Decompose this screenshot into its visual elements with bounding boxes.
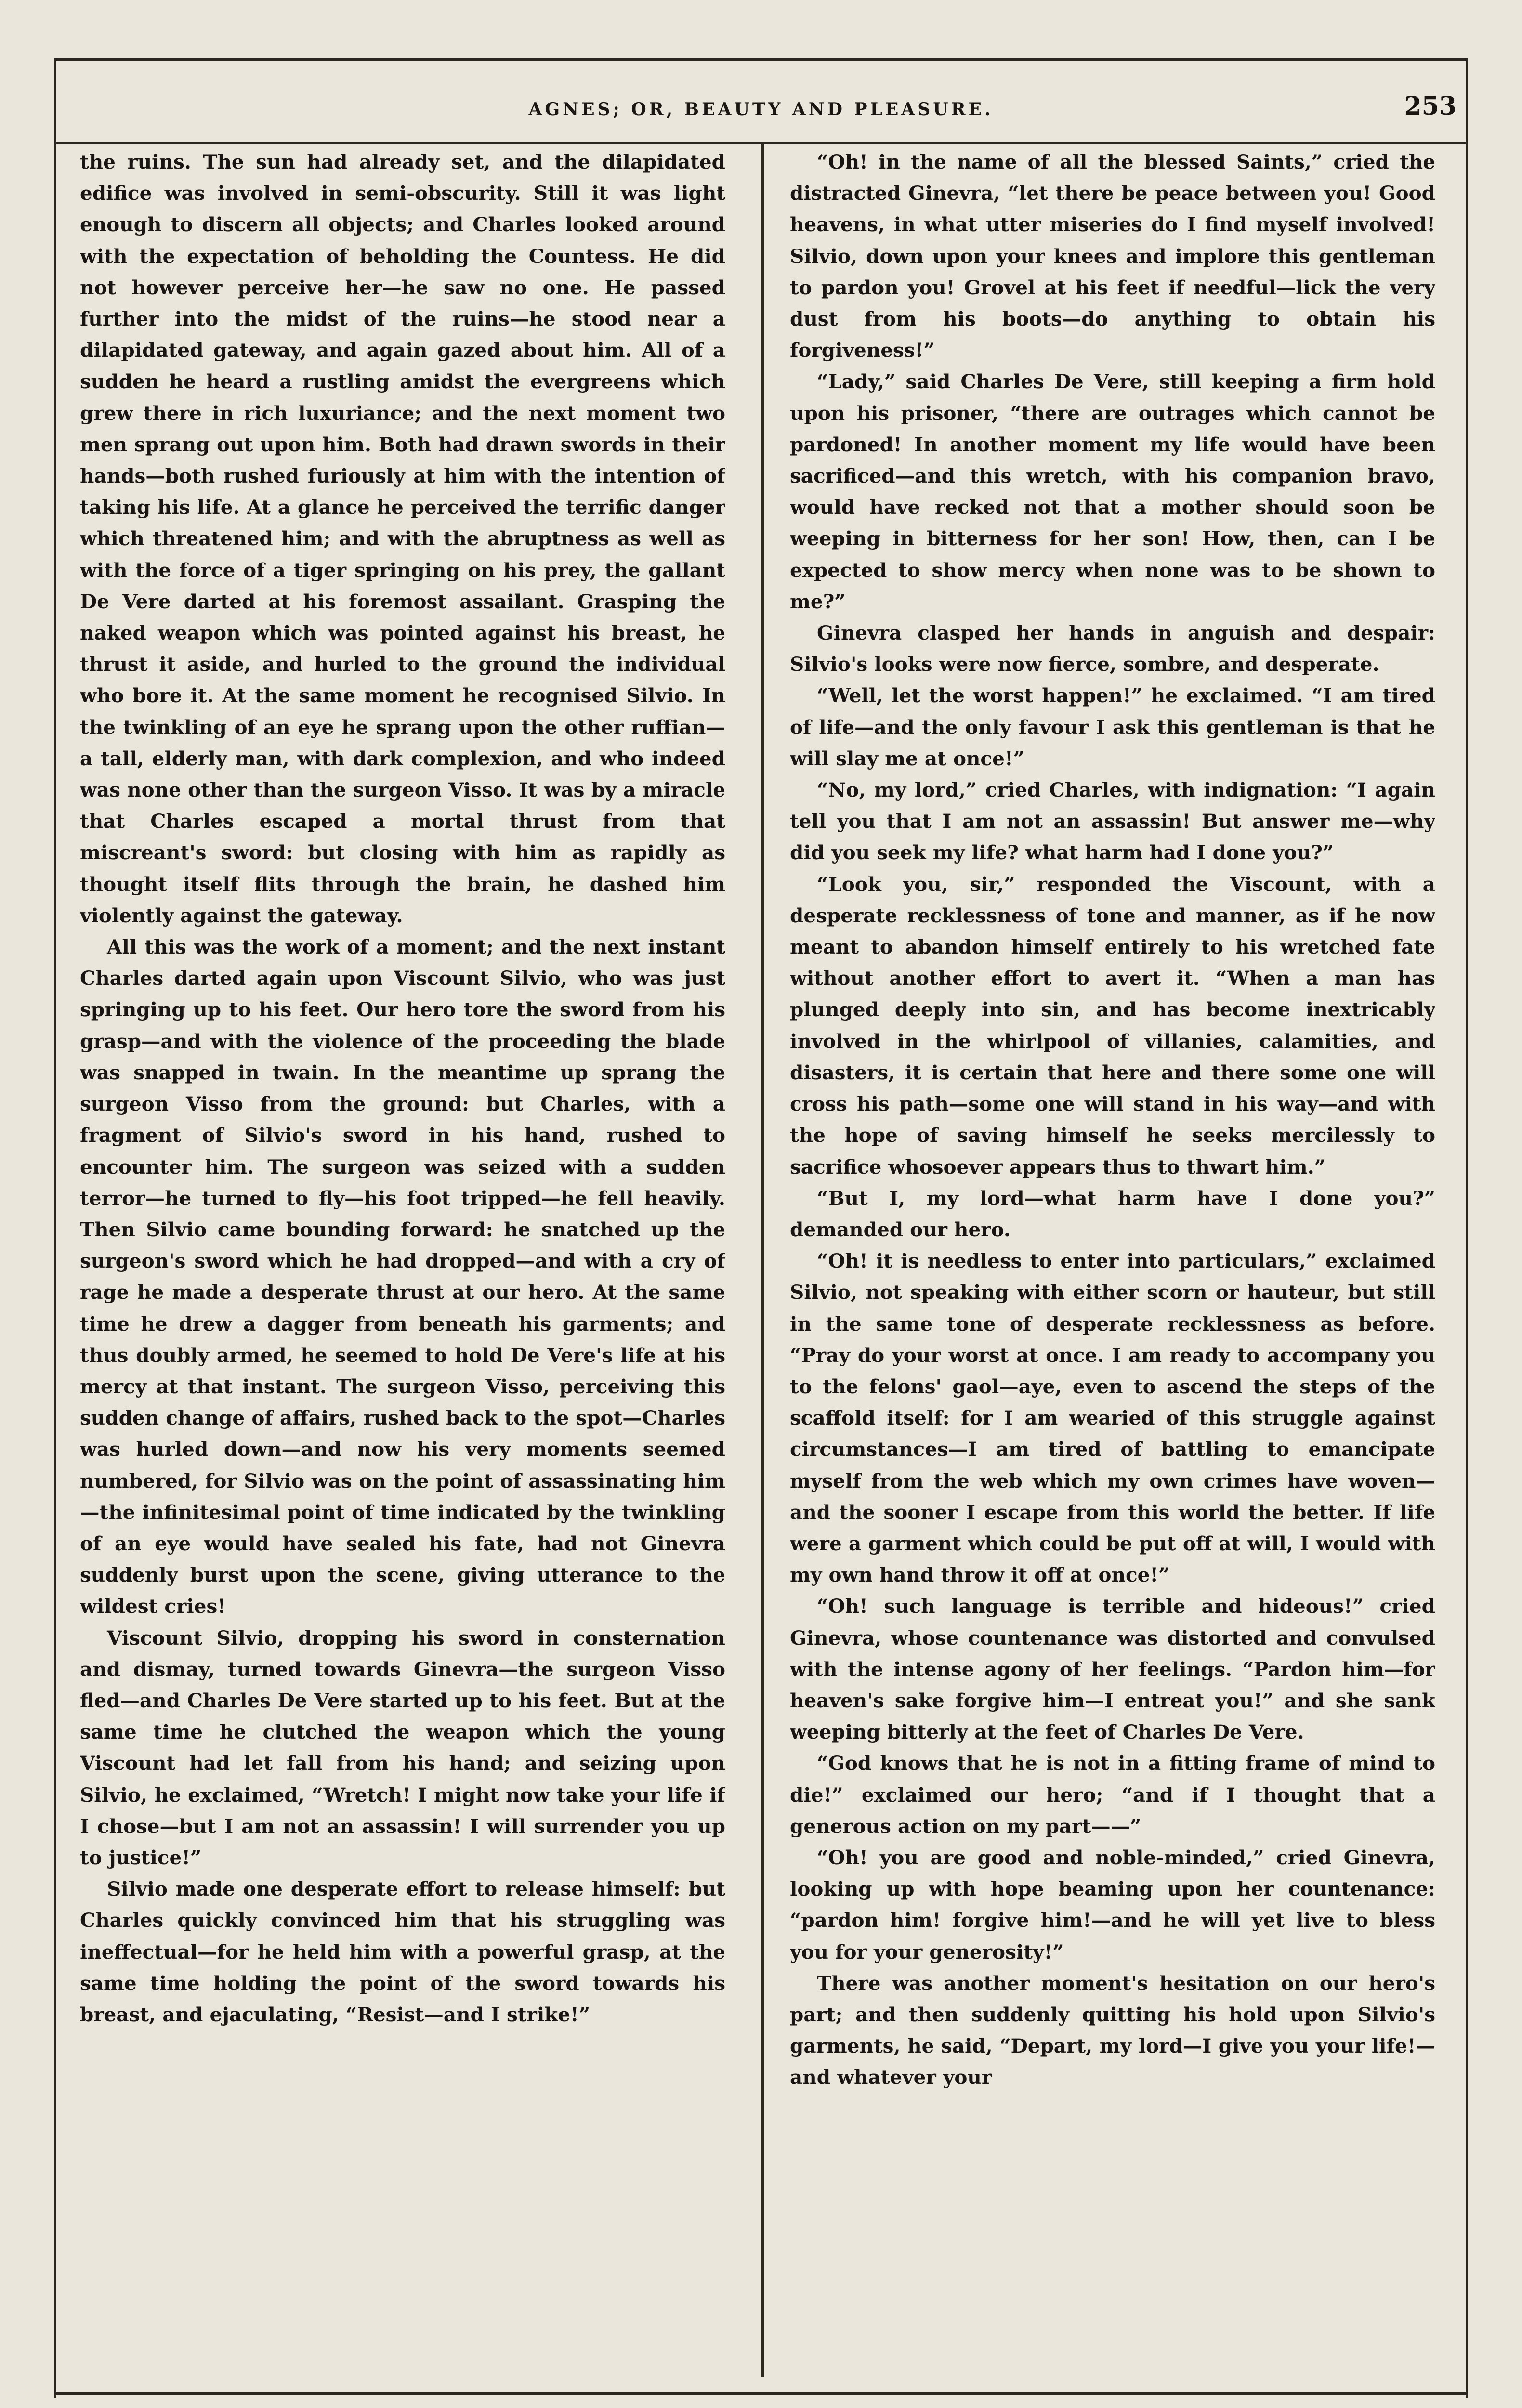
paragraph: “God knows that he is not in a fitting frame of mind to die!” exclaimed our hero; “and if I thought that a generous action on my part——” <box>790 1752 1435 1838</box>
paragraph: the ruins. The sun had already set, and the dilapidated edifice was involved in semi-obscurity. Still it was light enough to discern all objects; and Charles looked around with the expectation of beholding the Countess. He did not however perceive her—he saw no one. He passed further into the midst of the ruins—he stood near a dilapidated gateway, and again gazed about him. All of a sudden he heard a rustling amidst the evergreens which grew there in rich luxuriance; and the next moment two men sprang out upon him. Both had drawn swords in their hands—both rushed furiously at him with the intention of taking his life. At a glance he perceived the terrific danger which threatened him; and with the abruptness as well as with the force of a tiger springing on his prey, the gallant De Vere darted at his foremost assailant. Grasping the naked weapon which was pointed against his breast, he thrust it aside, and hurled to the ground the individual who bore it. At the same moment he recognised Silvio. In the twinkling of an eye he sprang upon the other ruffian—a tall, elderly man, with dark complexion, and who indeed was none other than the surgeon Visso. It was by a miracle that Charles escaped a mortal thrust from that miscreant's sword: but closing with him as rapidly as thought itself flits through the brain, he dashed him violently against the gateway. <box>80 150 725 927</box>
bottom-rule <box>54 2392 1468 2395</box>
paragraph: “Oh! in the name of all the blessed Saints,” cried the distracted Ginevra, “let there be peace between you! Good heavens, in what utter miseries do I find myself involved! Silvio, down upon your knees and implore this gentleman to pardon you! Grovel at his feet if needful—lick the very dust from his boots—do anything to obtain his forgiveness!” <box>790 150 1435 362</box>
paragraph: “Oh! it is needless to enter into particulars,” exclaimed Silvio, not speaking with either scorn or hauteur, but still in the same tone of desperate recklessness as before. “Pray do your worst at once. I am ready to accompany you to the felons' gaol—aye, even to ascend the steps of the scaffold itself: for I am wearied of this struggle against circumstances—I am tired of battling to emancipate myself from the web which my own crimes have woven—and the sooner I escape from this world the better. If life were a garment which could be put off at will, I would with my own hand throw it off at once!” <box>790 1249 1435 1587</box>
paragraph: There was another moment's hesitation on our hero's part; and then suddenly quitting his hold upon Silvio's garments, he said, “Depart, my lord—I give you your life!—and whatever your <box>790 1971 1435 2089</box>
paragraph: “Look you, sir,” responded the Viscount, with a desperate recklessness of tone and manner, as if he now meant to abandon himself entirely to his wretched fate without another effort to avert it. “When a man has plunged deeply into sin, and has become inextricably involved in the whirlpool of villanies, calamities, and disasters, it is certain that here and there some one will cross his path—some one will stand in his way—and with the hope of saving himself he seeks mercilessly to sacrifice whosoever appears thus to thwart him.” <box>790 872 1435 1178</box>
right-column <box>790 146 1435 2391</box>
paragraph: “Lady,” said Charles De Vere, still keeping a firm hold upon his prisoner, “there are outrages which cannot be pardoned! In another moment my life would have been sacrificed—and this wretch, with his companion bravo, would have recked not that a mother should soon be weeping in bitterness for her son! How, then, can I be expected to show mercy when none was to be shown to me?” <box>790 370 1435 613</box>
paragraph: Ginevra clasped her hands in anguish and despair: Silvio's looks were now fierce, sombre, and desperate. <box>790 621 1435 676</box>
column-divider <box>761 143 764 2377</box>
paragraph: Viscount Silvio, dropping his sword in consternation and dismay, turned towards Ginevra—the surgeon Visso fled—and Charles De Vere started up to his feet. But at the same time he clutched the weapon which the young Viscount had let fall from his hand; and seizing upon Silvio, he exclaimed, “Wretch! I might now take your life if I chose—but I am not an assassin! I will surrender you up to justice!” <box>80 1626 725 1869</box>
page-header <box>56 85 1466 138</box>
paragraph: “But I, my lord—what harm have I done you?” demanded our hero. <box>790 1186 1435 1241</box>
paragraph: “Oh! you are good and noble-minded,” cried Ginevra, looking up with hope beaming upon her countenance: “pardon him! forgive him!—and he will yet live to bless you for your generosity!” <box>790 1845 1435 1963</box>
running-title: AGNES; OR, BEAUTY AND PLEASURE. <box>528 99 994 119</box>
paragraph: “Oh! such language is terrible and hideous!” cried Ginevra, whose countenance was distorted and convulsed with the intense agony of her feelings. “Pardon him—for heaven's sake forgive him—I entreat you!” and she sank weeping bitterly at the feet of Charles De Vere. <box>790 1595 1435 1744</box>
left-column <box>80 146 725 2391</box>
header-rule <box>56 142 1466 144</box>
paragraph: All this was the work of a moment; and the next instant Charles darted again upon Viscount Silvio, who was just springing up to his feet. Our hero tore the sword from his grasp—and with the violence of the proceeding the blade was snapped in twain. In the meantime up sprang the surgeon Visso from the ground: but Charles, with a fragment of Silvio's sword in his hand, rushed to encounter him. The surgeon was seized with a sudden terror—he turned to fly—his foot tripped—he fell heavily. Then Silvio came bounding forward: he snatched up the surgeon's sword which he had dropped—and with a cry of rage he made a desperate thrust at our hero. At the same time he drew a dagger from beneath his garments; and thus doubly armed, he seemed to hold De Vere's life at his mercy at that instant. The surgeon Visso, perceiving this sudden change of affairs, rushed back to the spot—Charles was hurled down—and now his very moments seemed numbered, for Silvio was on the point of assassinating him—the infinitesimal point of time indicated by the twinkling of an eye would have sealed his fate, had not Ginevra suddenly burst upon the scene, giving utterance to the wildest cries! <box>80 935 725 1618</box>
paragraph: Silvio made one desperate effort to release himself: but Charles quickly convinced him that his struggling was ineffectual—for he held him with a powerful grasp, at the same time holding the point of the sword towards his breast, and ejaculating, “Resist—and I strike!” <box>80 1877 725 2026</box>
page-frame <box>54 58 1468 2398</box>
paragraph: “No, my lord,” cried Charles, with indignation: “I again tell you that I am not an assassin! But answer me—why did you seek my life? what harm had I done you?” <box>790 778 1435 864</box>
paragraph: “Well, let the worst happen!” he exclaimed. “I am tired of life—and the only favour I ask this gentleman is that he will slay me at once!” <box>790 684 1435 770</box>
page-number: 253 <box>1404 92 1456 121</box>
